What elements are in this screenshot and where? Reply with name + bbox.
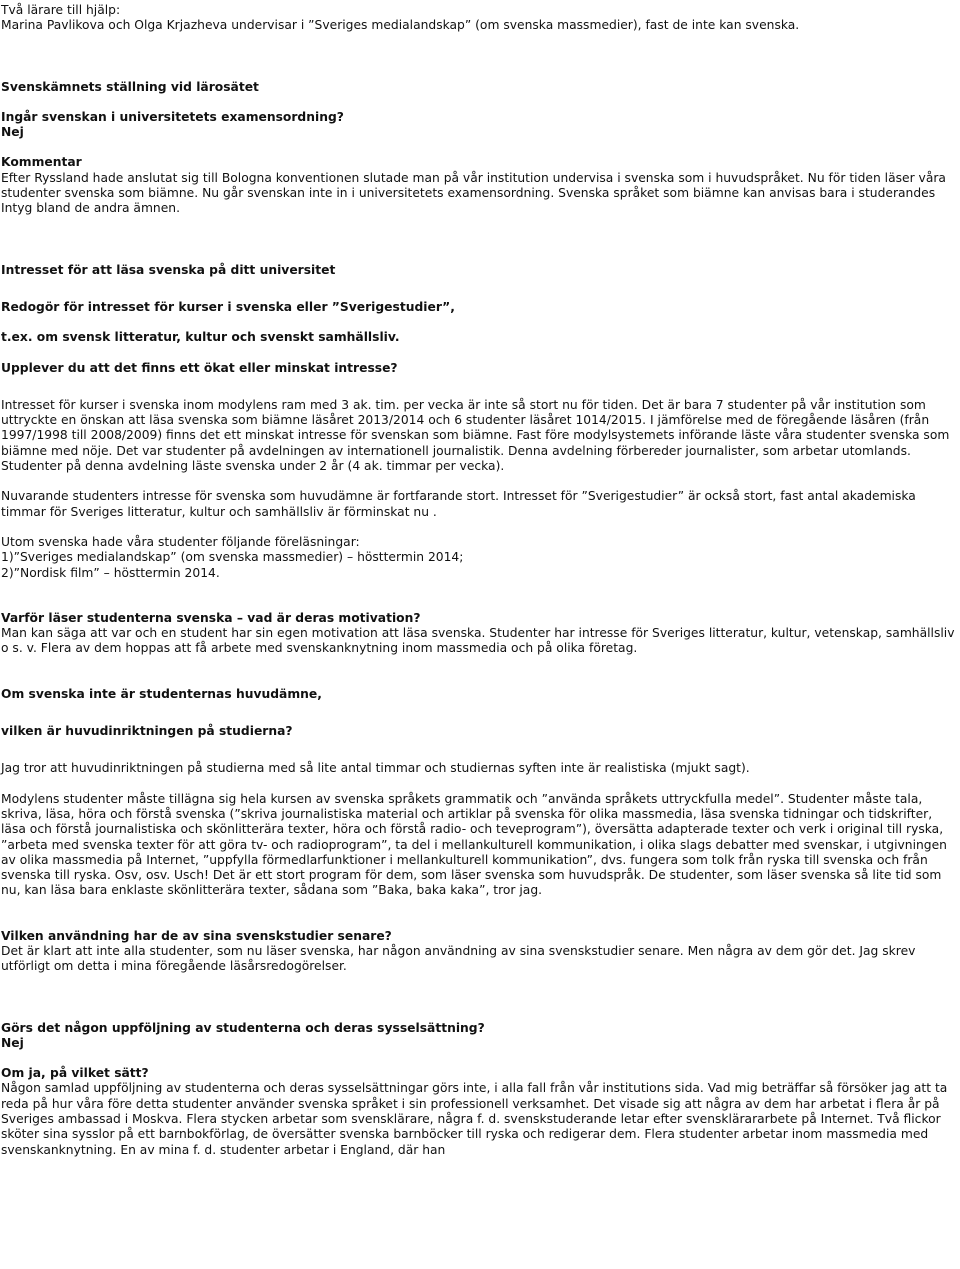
section-heading-interest: Intresset för att läsa svenska på ditt universitet <box>1 262 336 277</box>
orientation-question-2: vilken är huvudinriktningen på studierna? <box>1 724 293 739</box>
orientation-paragraph-2: Modylens studenter måste tillägna sig hela kursen av svenska språkets grammatik och ”använda språkets uttryckfulla medel”. Studenter måste tala, skriva, läsa, höra och förstå svenska (”skriva journalistiska material och artiklar på svenska för olika massmedia, läsa svenska tidningar och tidskrifter, läsa och förstå journalistiska och skönlitterära texter, höra och förstå radio- och teveprogram”), översätta adapterade texter och verk i original till ryska, ”arbeta med svenska texter för att göra tv- och radioprogram”, ta del i mellankulturell kommunikation, i olika slags debatter med svenskar, i utgivningen av olika massmedia på Internet, ”uppfylla förmedlarfunktioner i mellankulturell kommunikation”, dvs. fungera som tolk från ryska till svenska och från svenska till ryska. Osv, osv. Usch! Det är ett stort program för dem, som läser svenska som huvudspråk. De studenter, som läser svenska så lite tid som nu, kan läsa bara enklaste skönlitterära texter, sådana som ”Baka, baka kaka”, tror jag. <box>1 791 947 898</box>
use-question: Vilken användning har de av sina svenskstudier senare? <box>1 928 392 943</box>
followup-sub-question: Om ja, på vilket sätt? <box>1 1066 149 1081</box>
followup-question: Görs det någon uppföljning av studenterna och deras sysselsättning? <box>1 1020 485 1035</box>
intro-title: Två lärare till hjälp: <box>1 3 121 17</box>
comment-text: Efter Ryssland hade anslutat sig till Bologna konventionen slutade man på vår institution undervisa i svenska som i huvudspråket. Nu för tiden läser våra studenter svenska som biämne. Nu går svenskan inte in i universitetets examensordning. Svenska språket som biämne kan anvisas bara i studerandes Intyg bland de andra ämnen. <box>1 170 946 216</box>
lecture-item-1: 1)”Sveriges medialandskap” (om svenska massmedier) – hösttermin 2014; <box>1 550 464 565</box>
intro-text: Marina Pavlikova och Olga Krjazheva undervisar i ”Sveriges medialandskap” (om svenska massmedier), fast de inte kan svenska. <box>1 18 800 33</box>
interest-paragraph-2: Nuvarande studenters intresse för svenska som huvudämne är fortfarande stort. Intresset för ”Sverigestudier” är också stort, fast antal akademiska timmar för Sveriges litteratur, kultur och samhällsliv är förminskat nu . <box>1 489 916 519</box>
document-page <box>0 3 957 1158</box>
orientation-question-1: Om svenska inte är studenternas huvudämne, <box>1 686 322 701</box>
followup-answer: Nej <box>1 1035 24 1050</box>
lectures-intro: Utom svenska hade våra studenter följande föreläsningar: <box>1 534 360 549</box>
followup-sub-answer: Någon samlad uppföljning av studenterna och deras sysselsättningar görs inte, i alla fall från vår institutions sida. Vad mig beträffar så försöker jag att ta reda på hur våra före detta studenter använder svenska språket i sin professionell verksamhet. Det visade sig att några av dem har arbetat i flera år på Sveriges ambassad i Moskva. Flera stycken arbetar som svensklärare, några f. d. svenskstuderande letar efter svensklärararbete på Internet. Två flickor sköter sina sysslor på ett barnbokförlag, de översätter svenska barnböcker till ryska och redigerar dem. Flera studenter arbetar inom massmedia med svenskanknytning. En av mina f. d. studenter arbetar i England, där han <box>1 1081 948 1157</box>
interest-prompt-3: Upplever du att det finns ett ökat eller minskat intresse? <box>1 360 398 375</box>
lecture-item-2: 2)”Nordisk film” – hösttermin 2014. <box>1 565 220 580</box>
motivation-question: Varför läser studenterna svenska – vad är deras motivation? <box>1 610 421 625</box>
section-heading-standing: Svenskämnets ställning vid lärosätet <box>1 79 259 94</box>
motivation-answer: Man kan säga att var och en student har sin egen motivation att läsa svenska. Studenter har intresse för Sveriges litteratur, kultur, vetenskap, samhällsliv o s. v. Flera av dem hoppas att få arbete med svenskanknytning inom massmedia och på olika företag. <box>1 626 955 656</box>
comment-label: Kommentar <box>1 155 82 170</box>
interest-prompt-1: Redogör för intresset för kurser i svenska eller ”Sverigestudier”, <box>1 299 455 314</box>
use-answer: Det är klart att inte alla studenter, som nu läser svenska, har någon användning av sina svenskstudier senare. Men några av dem gör det. Jag skrev utförligt om detta i mina föregående läsårsredogörelser. <box>1 943 916 974</box>
interest-prompt-2: t.ex. om svensk litteratur, kultur och svenskt samhällsliv. <box>1 330 400 345</box>
question-exam-order: Ingår svenskan i universitetets examensordning? <box>1 109 344 124</box>
orientation-paragraph-1: Jag tror att huvudinriktningen på studierna med så lite antal timmar och studiernas syften inte är realistiska (mjukt sagt). <box>1 761 750 776</box>
interest-paragraph-1: Intresset för kurser i svenska inom modylens ram med 3 ak. tim. per vecka är inte så stort nu för tiden. Det är bara 7 studenter på vår institution som uttryckte en önskan att läsa svenska som biämne läsåret 2013/2014 och 6 studenter läsåret 1014/2015. I jämförelse med de föregående läsåren (från 1997/1998 till 2008/2009) finns det ett minskat intresse för svenskan som biämne. Fast före modylsystemets införande läste våra studenter svenska som biämne med nöje. Det var studenter på avdelningen av internationell journalistik. Denna avdelning förbereder journalister, som arbetar utomlands. Studenter på denna avdelning läste svenska under 2 år (4 ak. timmar per vecka). <box>1 397 950 474</box>
answer-exam-order: Nej <box>1 125 24 140</box>
